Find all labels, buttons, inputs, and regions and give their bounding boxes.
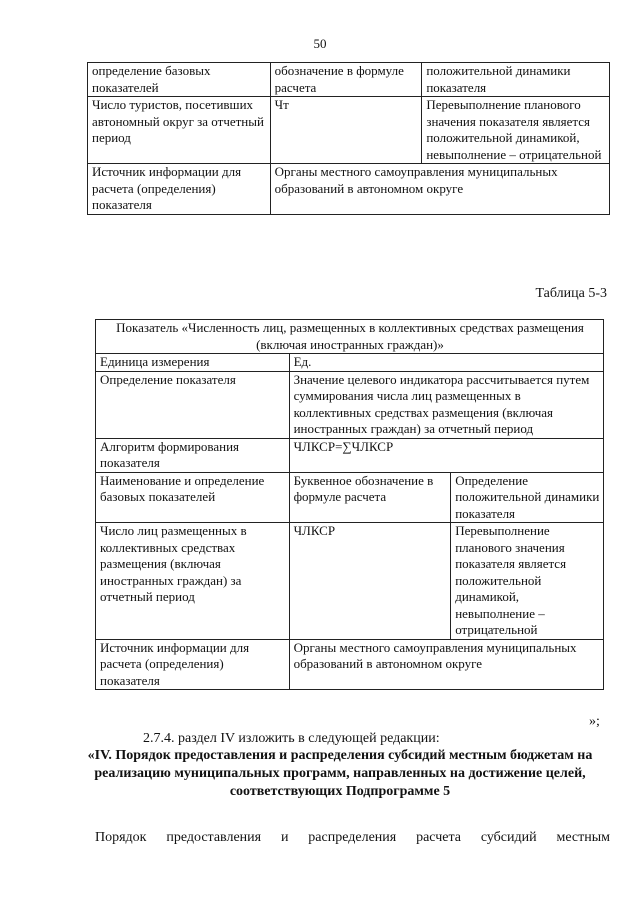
table-row [96,639,604,690]
paragraph-amendment: 2.7.4. раздел IV изложить в следующей редакции: [143,731,440,746]
paragraph-text: Порядок предоставления и распределения расчета субсидий местным [95,830,610,845]
table-cell: Значение целевого индикатора рассчитывается путем суммирования числа лиц размещенных в коллективных средствах размещения (включая иностранных граждан) за отчетный период [289,371,603,438]
table-cell: Алгоритм формирования показателя [96,438,290,472]
section-heading: «IV. Порядок предоставления и распределения субсидий местным бюджетам на реализацию муниципальных программ, направленных на достижение целей, соответствующих Подпрограмме 5 [87,748,593,799]
table-cell: Источник информации для расчета (определения) показателя [96,639,290,690]
table-cell: Число туристов, посетивших автономный округ за отчетный период [88,97,271,164]
table-cell: Буквенное обозначение в формуле расчета [289,472,451,523]
table-cell: обозначение в формуле расчета [270,63,422,97]
table-cell: Перевыполнение планового значения показателя является положительной динамикой, невыполнение – отрицательной [451,523,604,640]
table-cell: определение базовых показателей [88,63,271,97]
table-row [96,371,604,438]
table-cell: Перевыполнение планового значения показателя является положительной динамикой, невыполнение – отрицательной [422,97,610,164]
table-cell: Определение показателя [96,371,290,438]
page-number: 50 [313,36,327,51]
table-cell: ЧЛКСР [289,523,451,640]
table-cell: Единица измерения [96,354,290,372]
table-cell: Число лиц размещенных в коллективных средствах размещения (включая иностранных граждан) за отчетный период [96,523,290,640]
table-row [96,438,604,472]
table-row [96,523,604,640]
indicator-table-5-3 [95,319,604,690]
table-row [96,472,604,523]
table-header: Показатель «Численность лиц, размещенных в коллективных средствах размещения (включая иностранных граждан)» [96,320,604,354]
table-cell: Определение положительной динамики показателя [451,472,604,523]
table-label: Таблица 5-3 [535,286,607,301]
table-cell: Органы местного самоуправления муниципальных образований в автономном округе [289,639,603,690]
table-cell: Чт [270,97,422,164]
closing-quote: »; [589,714,600,729]
table-cell: Наименование и определение базовых показателей [96,472,290,523]
table-row [96,354,604,372]
table-row [88,63,610,97]
table-cell: Ед. [289,354,603,372]
table-cell: положительной динамики показателя [422,63,610,97]
table-cell: ЧЛКСР=∑ЧЛКСР [289,438,603,472]
table-cell: Источник информации для расчета (определения) показателя [88,164,271,215]
indicator-table-continued [87,62,610,215]
table-row [88,164,610,215]
table-row [96,320,604,354]
table-cell: Органы местного самоуправления муниципальных образований в автономном округе [270,164,609,215]
table-row [88,97,610,164]
